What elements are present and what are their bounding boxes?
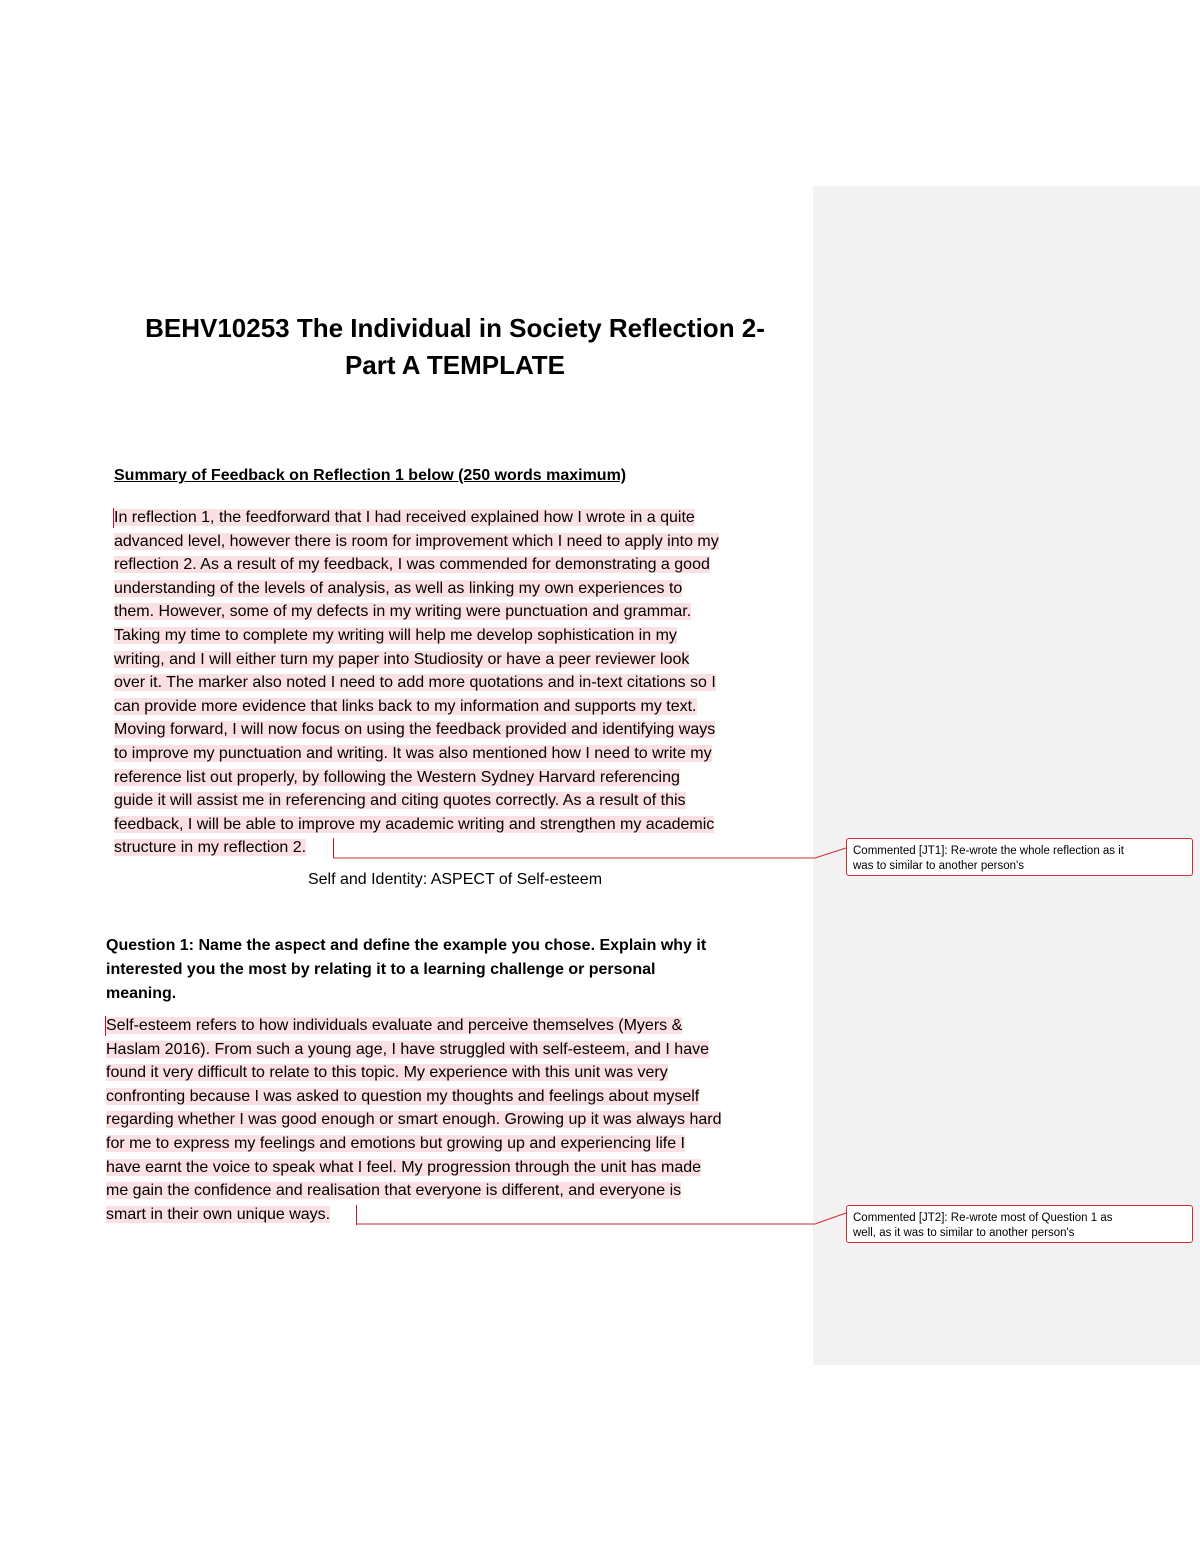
- question-1-heading: [106, 934, 816, 1006]
- summary-line: guide it will assist me in referencing and citing quotes correctly. As a result of this: [114, 792, 686, 810]
- summary-line: Taking my time to complete my writing will help me develop sophistication in my: [114, 626, 677, 644]
- summary-paragraph[interactable]: [114, 506, 719, 860]
- aspect-subtitle: Self and Identity: ASPECT of Self-esteem: [307, 871, 603, 888]
- document-title: [100, 310, 810, 384]
- answer-1-paragraph[interactable]: [106, 1014, 721, 1226]
- summary-line: Moving forward, I will now focus on using the feedback provided and identifying ways: [114, 721, 716, 739]
- comment-pane: [813, 186, 1200, 1365]
- summary-line: In reflection 1, the feedforward that I had received explained how I wrote in a quite: [114, 509, 695, 526]
- comment-text-line: Commented [JT1]: Re-wrote the whole reflection as it: [853, 845, 1125, 857]
- answer-line: me gain the confidence and realisation that everyone is different, and everyone is: [106, 1182, 682, 1200]
- answer-line: for me to express my feelings and emotions but growing up and experiencing life I: [106, 1134, 685, 1152]
- comment-text-line: well, as it was to similar to another person's: [853, 1227, 1075, 1239]
- summary-line: understanding of the levels of analysis, as well as linking my own experiences to: [114, 579, 683, 597]
- answer-line: smart in their own unique ways.: [106, 1205, 331, 1223]
- summary-line: feedback, I will be able to improve my academic writing and strengthen my academic: [114, 815, 715, 833]
- question-line: meaning.: [106, 985, 177, 1002]
- comment-anchor-start-1: [113, 508, 114, 528]
- answer-line: found it very difficult to relate to this topic. My experience with this unit was very: [106, 1064, 668, 1082]
- answer-line: regarding whether I was good enough or smart enough. Growing up it was always hard: [106, 1111, 722, 1129]
- summary-line: advanced level, however there is room for improvement which I need to apply into my: [114, 532, 719, 550]
- comment-anchor-start-2: [105, 1016, 106, 1036]
- title-line-2: Part A TEMPLATE: [344, 350, 566, 380]
- comment-balloon-jt2[interactable]: [846, 1205, 1193, 1243]
- summary-line: writing, and I will either turn my paper into Studiosity or have a peer reviewer look: [114, 650, 690, 668]
- summary-line: can provide more evidence that links back to my information and supports my text.: [114, 697, 697, 715]
- summary-line: over it. The marker also noted I need to add more quotations and in-text citations so I: [114, 674, 716, 692]
- answer-line: confronting because I was asked to question my thoughts and feelings about myself: [106, 1087, 700, 1105]
- summary-line: to improve my punctuation and writing. It was also mentioned how I need to write my: [114, 744, 712, 762]
- comment-text-line: was to similar to another person's: [853, 860, 1024, 872]
- summary-line: structure in my reflection 2.: [114, 839, 307, 857]
- title-line-1: BEHV10253 The Individual in Society Reflection 2-: [145, 313, 765, 343]
- summary-heading: Summary of Feedback on Reflection 1 below (250 words maximum): [114, 467, 627, 484]
- summary-line: reflection 2. As a result of my feedback, I was commended for demonstrating a good: [114, 556, 710, 574]
- summary-line: them. However, some of my defects in my writing were punctuation and grammar.: [114, 603, 692, 621]
- summary-line: reference list out properly, by following the Western Sydney Harvard referencing: [114, 768, 680, 786]
- comment-text-line: Commented [JT2]: Re-wrote most of Question 1 as: [853, 1212, 1113, 1224]
- comment-anchor-end-1: [333, 838, 334, 858]
- comment-anchor-end-2: [356, 1205, 357, 1225]
- answer-line: Haslam 2016). From such a young age, I have struggled with self-esteem, and I have: [106, 1040, 709, 1058]
- answer-line: Self-esteem refers to how individuals evaluate and perceive themselves (Myers &: [106, 1017, 683, 1034]
- answer-line: have earnt the voice to speak what I feel. My progression through the unit has made: [106, 1158, 702, 1176]
- comment-balloon-jt1[interactable]: [846, 838, 1193, 876]
- question-line: Question 1: Name the aspect and define the example you chose. Explain why it: [106, 937, 707, 954]
- question-line: interested you the most by relating it to a learning challenge or personal: [106, 961, 656, 978]
